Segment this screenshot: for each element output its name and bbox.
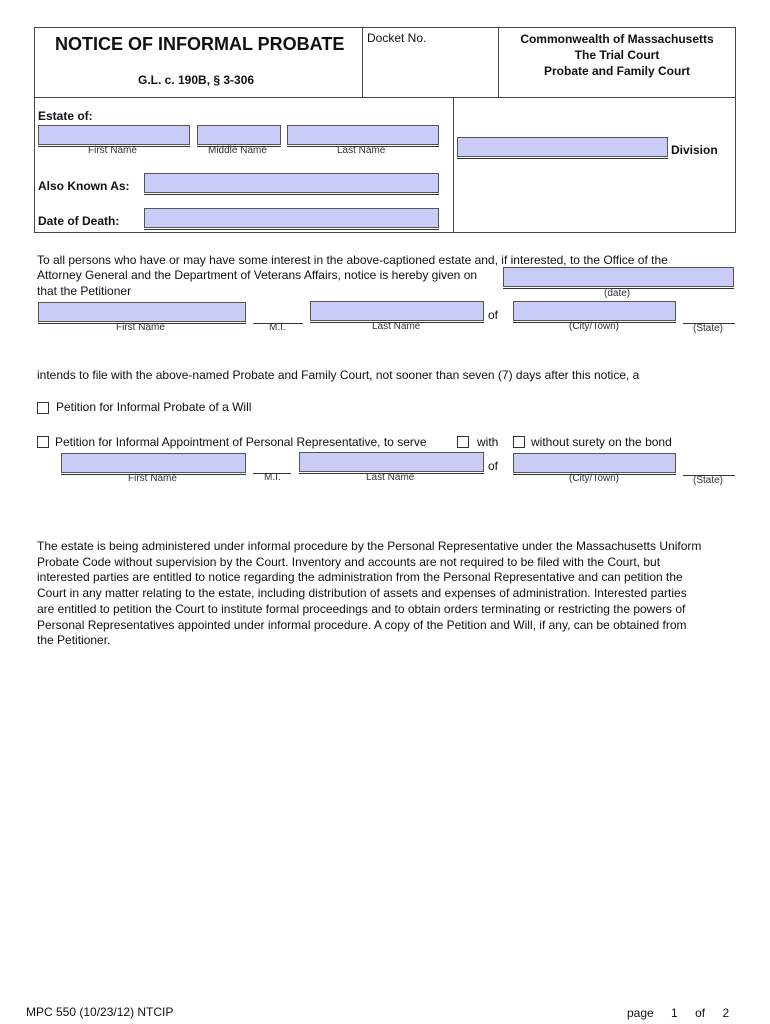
paragraph-line: Personal Representatives appointed under informal procedure. A copy of the Petition and Will, if any, can be obtained from: [37, 617, 687, 632]
petitioner-last-name-field[interactable]: [310, 301, 484, 321]
dod-field[interactable]: [144, 208, 439, 228]
division-field[interactable]: [457, 137, 668, 157]
court-name: [499, 31, 735, 79]
form-title: NOTICE OF INFORMAL PROBATE: [55, 34, 345, 54]
petitioner-city-field[interactable]: [513, 301, 676, 321]
paragraph-line: Probate Code without supervision by the Court. Inventory and accounts are not required to be filed with the Court, but: [37, 554, 661, 569]
division-label: Division: [671, 143, 718, 157]
estate-last-name-field[interactable]: [287, 125, 439, 145]
aka-label: Also Known As:: [38, 179, 130, 193]
page-indicator: [627, 1006, 729, 1020]
rep-first-name-label: First Name: [128, 473, 177, 484]
rep-of-label: of: [488, 459, 499, 473]
will-checkbox[interactable]: [37, 402, 49, 414]
estate-middle-name-label: Middle Name: [208, 145, 267, 156]
page-of-label: of: [695, 1006, 706, 1020]
petitioner-of-label: of: [488, 308, 499, 322]
estate-last-name-label: Last Name: [337, 145, 386, 156]
paragraph-line: interested parties are entitled to notice regarding the administration from the Personal Representative and can petition the: [37, 570, 683, 585]
without-surety-label: without surety on the bond: [531, 435, 672, 449]
paragraph-line: are entitled to petition the Court to institute formal proceedings and to obtain orders terminating or restricting the powers of: [37, 601, 686, 616]
petitioner-city-label: (City/Town): [569, 321, 620, 332]
page-label: page: [627, 1006, 654, 1020]
intends-text: intends to file with the above-named Probate and Family Court, not sooner than seven (7) days after this notice, a: [37, 368, 640, 382]
estate-of-label: Estate of:: [38, 109, 93, 123]
page-number: 1: [671, 1006, 678, 1020]
administration-paragraph: [37, 539, 701, 649]
notice-date-field[interactable]: [503, 267, 734, 287]
appointment-option-label: Petition for Informal Appointment of Personal Representative, to serve: [55, 435, 427, 449]
appointment-checkbox[interactable]: [37, 436, 49, 448]
petitioner-first-name-label: First Name: [116, 322, 165, 333]
estate-first-name-field[interactable]: [38, 125, 190, 145]
court-line-trial-court: The Trial Court: [574, 48, 660, 62]
rep-first-name-field[interactable]: [61, 453, 246, 473]
form-id: MPC 550 (10/23/12) NTCIP: [26, 1005, 174, 1019]
docket-label: Docket No.: [367, 31, 427, 45]
rep-city-label: (City/Town): [569, 473, 620, 484]
notice-date-label: (date): [604, 288, 631, 299]
petitioner-last-name-label: Last Name: [372, 321, 421, 332]
petitioner-first-name-field[interactable]: [38, 302, 246, 322]
dod-label: Date of Death:: [38, 214, 120, 228]
aka-field[interactable]: [144, 173, 439, 193]
statute-citation: G.L. c. 190B, § 3-306: [138, 73, 255, 87]
page-total: 2: [722, 1006, 730, 1020]
will-option-label: Petition for Informal Probate of a Will: [56, 400, 252, 414]
rep-last-name-label: Last Name: [366, 472, 415, 483]
estate-first-name-label: First Name: [88, 145, 137, 156]
without-surety-checkbox[interactable]: [513, 436, 525, 448]
notice-line-3: that the Petitioner: [37, 284, 132, 298]
paragraph-line: Court in any matter relating to the estate, including distribution of assets and expenses of administration. Interested parties: [37, 586, 687, 601]
court-line-commonwealth: Commonwealth of Massachusetts: [520, 32, 714, 46]
paragraph-line: The estate is being administered under informal procedure by the Personal Representative under the Massachusetts Uniform: [37, 539, 702, 553]
petitioner-state-label: (State): [693, 323, 724, 334]
rep-last-name-field[interactable]: [299, 452, 484, 472]
notice-line-1: To all persons who have or may have some interest in the above-captioned estate and, if interested, to the Office of the: [37, 253, 668, 267]
rep-city-field[interactable]: [513, 453, 676, 473]
court-line-probate: Probate and Family Court: [543, 64, 691, 78]
rep-mi-label: M.I.: [264, 472, 281, 483]
with-surety-label: with: [477, 435, 499, 449]
with-surety-checkbox[interactable]: [457, 436, 469, 448]
paragraph-line: the Petitioner.: [37, 633, 111, 648]
petitioner-mi-label: M.I.: [269, 322, 286, 333]
estate-middle-name-field[interactable]: [197, 125, 281, 145]
notice-line-2: Attorney General and the Department of Veterans Affairs, notice is hereby given on: [37, 268, 478, 282]
rep-state-label: (State): [693, 475, 724, 486]
